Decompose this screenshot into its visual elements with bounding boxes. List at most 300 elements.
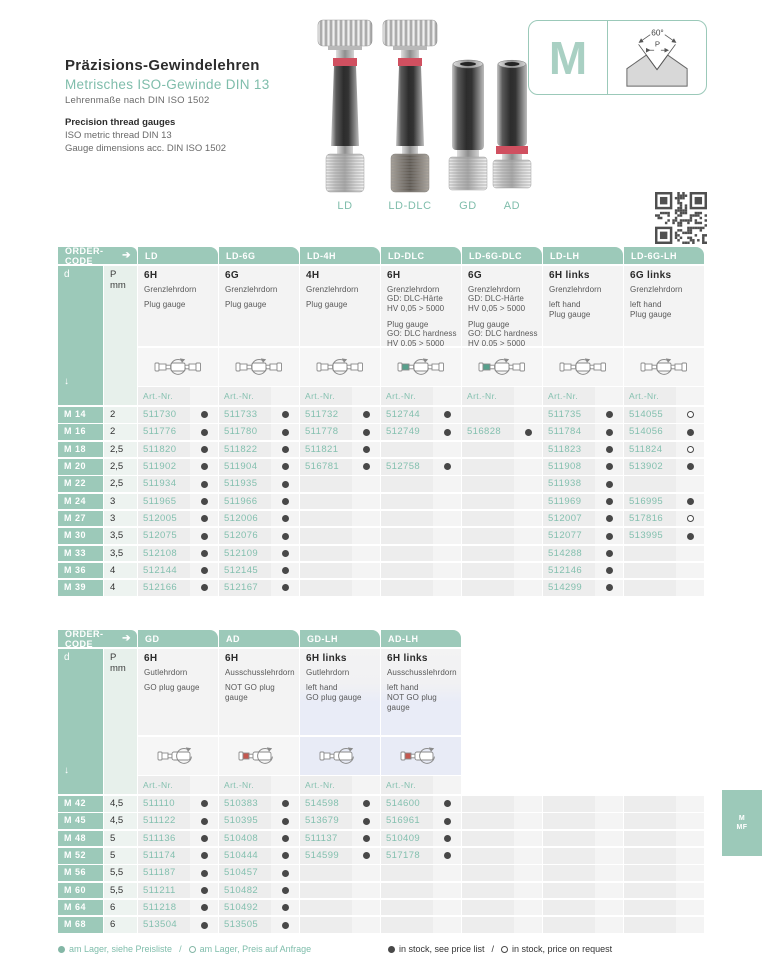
article-cell bbox=[462, 900, 542, 916]
article-cell bbox=[138, 848, 218, 864]
article-cell bbox=[138, 831, 218, 847]
gauge-drawing-icon bbox=[300, 348, 380, 386]
article-number: 511211 bbox=[138, 883, 190, 899]
article-number bbox=[300, 476, 352, 492]
article-cell bbox=[381, 865, 461, 881]
description-paragraph bbox=[306, 668, 376, 678]
article-cell bbox=[381, 883, 461, 899]
article-number bbox=[381, 442, 433, 458]
article-cell bbox=[624, 831, 704, 847]
article-cell bbox=[543, 459, 623, 475]
article-number: 513505 bbox=[219, 917, 271, 933]
article-number: 514598 bbox=[300, 796, 352, 812]
gauge-photo-ld bbox=[318, 20, 372, 192]
article-number bbox=[462, 511, 514, 527]
article-number bbox=[381, 865, 433, 881]
article-number: 512167 bbox=[219, 580, 271, 596]
in-stock-dot-icon bbox=[282, 446, 289, 453]
tolerance-class: 6H bbox=[144, 269, 158, 281]
article-cell bbox=[462, 580, 542, 596]
description-line: HV 0,05 > 5000 bbox=[387, 303, 445, 313]
dot-area bbox=[271, 387, 299, 405]
description-paragraph bbox=[630, 285, 700, 295]
in-stock-dot-icon bbox=[687, 533, 694, 540]
dot-area bbox=[676, 831, 704, 847]
description-line: left hand bbox=[630, 300, 662, 310]
art-nr-header-cell bbox=[300, 387, 380, 405]
description-line: Plug gauge bbox=[144, 300, 186, 310]
dot-area bbox=[433, 476, 461, 492]
in-stock-dot-icon bbox=[282, 429, 289, 436]
size-label: M 33 bbox=[58, 546, 103, 562]
article-number: 512166 bbox=[138, 580, 190, 596]
dot-area bbox=[352, 917, 380, 933]
article-number bbox=[543, 883, 595, 899]
article-cell bbox=[624, 424, 704, 440]
dot-area bbox=[271, 476, 299, 492]
legend-de-stock-text: am Lager, siehe Preisliste bbox=[69, 944, 173, 954]
in-stock-dot-icon bbox=[58, 946, 65, 953]
article-cell bbox=[300, 865, 380, 881]
dot-area bbox=[514, 580, 542, 596]
tolerance-class: 6H links bbox=[306, 652, 347, 664]
diameter-header-cell bbox=[58, 649, 103, 795]
price-on-request-dot-icon bbox=[189, 946, 196, 953]
tolerance-class: 6G bbox=[468, 269, 482, 281]
article-cell bbox=[462, 494, 542, 510]
article-cell bbox=[138, 546, 218, 562]
article-number: 511174 bbox=[138, 848, 190, 864]
article-cell bbox=[462, 917, 542, 933]
dot-area bbox=[352, 459, 380, 475]
dot-area bbox=[190, 407, 218, 423]
article-number bbox=[462, 442, 514, 458]
description-paragraph bbox=[306, 285, 376, 295]
article-number: 511776 bbox=[138, 424, 190, 440]
dot-area bbox=[190, 776, 218, 794]
in-stock-dot-icon bbox=[606, 567, 613, 574]
dot-area bbox=[433, 848, 461, 864]
dot-area bbox=[190, 848, 218, 864]
dot-area bbox=[514, 511, 542, 527]
tolerance-class: 6H bbox=[144, 652, 158, 664]
dot-area bbox=[271, 407, 299, 423]
dot-area bbox=[271, 494, 299, 510]
art-nr-label: Art.-Nr. bbox=[300, 387, 352, 405]
article-cell bbox=[219, 459, 299, 475]
article-cell bbox=[300, 796, 380, 812]
article-number: 516961 bbox=[381, 813, 433, 829]
article-cell bbox=[300, 546, 380, 562]
article-number: 511137 bbox=[300, 831, 352, 847]
art-nr-header-cell bbox=[219, 387, 299, 405]
article-cell bbox=[219, 563, 299, 579]
column-description bbox=[381, 266, 461, 346]
article-number: 512749 bbox=[381, 424, 433, 440]
article-number: 511934 bbox=[138, 476, 190, 492]
dot-area bbox=[352, 424, 380, 440]
arrow-right-icon: ➔ bbox=[122, 633, 131, 644]
article-number bbox=[624, 563, 676, 579]
art-nr-label: Art.-Nr. bbox=[624, 387, 676, 405]
dot-area bbox=[676, 387, 704, 405]
dot-area bbox=[190, 442, 218, 458]
dot-area bbox=[352, 442, 380, 458]
article-number: 511784 bbox=[543, 424, 595, 440]
description-paragraph bbox=[144, 300, 214, 310]
in-stock-dot-icon bbox=[201, 922, 208, 929]
dot-area bbox=[190, 528, 218, 544]
article-number: 512758 bbox=[381, 459, 433, 475]
article-number bbox=[381, 476, 433, 492]
dot-area bbox=[676, 476, 704, 492]
article-number: 512108 bbox=[138, 546, 190, 562]
dot-area bbox=[514, 848, 542, 864]
description-paragraph bbox=[387, 320, 457, 346]
dot-area bbox=[352, 387, 380, 405]
column-band-ld-6g-dlc: LD-6G-DLC bbox=[462, 247, 542, 264]
description-paragraph bbox=[225, 285, 295, 295]
article-cell bbox=[381, 563, 461, 579]
in-stock-dot-icon bbox=[687, 498, 694, 505]
article-cell bbox=[300, 563, 380, 579]
pitch-header-cell: P mm bbox=[104, 266, 137, 406]
article-cell bbox=[381, 580, 461, 596]
in-stock-dot-icon bbox=[687, 463, 694, 470]
description-line: left hand bbox=[549, 300, 581, 310]
article-number bbox=[462, 476, 514, 492]
article-cell bbox=[462, 407, 542, 423]
article-number bbox=[381, 511, 433, 527]
article-number bbox=[624, 476, 676, 492]
article-cell bbox=[624, 917, 704, 933]
size-label: M 14 bbox=[58, 407, 103, 423]
pitch-value: 2 bbox=[104, 407, 137, 423]
description-line: GO: DLC hardness bbox=[468, 329, 538, 339]
description-line: NOT GO plug gauge bbox=[225, 683, 275, 702]
article-number bbox=[624, 546, 676, 562]
dot-area bbox=[352, 528, 380, 544]
dot-area bbox=[676, 528, 704, 544]
article-cell bbox=[219, 883, 299, 899]
article-number: 512144 bbox=[138, 563, 190, 579]
dot-area bbox=[352, 494, 380, 510]
article-number bbox=[462, 900, 514, 916]
in-stock-dot-icon bbox=[363, 852, 370, 859]
article-number: 510444 bbox=[219, 848, 271, 864]
article-cell bbox=[219, 865, 299, 881]
in-stock-dot-icon bbox=[606, 446, 613, 453]
in-stock-dot-icon bbox=[282, 922, 289, 929]
gauge-photo-gd bbox=[449, 60, 487, 190]
pitch-value: 3 bbox=[104, 494, 137, 510]
article-cell bbox=[300, 511, 380, 527]
article-number bbox=[462, 563, 514, 579]
column-description bbox=[219, 649, 299, 735]
dot-area bbox=[514, 563, 542, 579]
in-stock-dot-icon bbox=[201, 584, 208, 591]
article-cell bbox=[300, 813, 380, 829]
art-nr-label: Art.-Nr. bbox=[462, 387, 514, 405]
gauge-drawing-icon bbox=[381, 348, 461, 386]
gauge-drawing-icon bbox=[300, 737, 380, 775]
product-photos bbox=[290, 10, 545, 205]
article-cell bbox=[219, 900, 299, 916]
dot-area bbox=[271, 511, 299, 527]
dot-area bbox=[190, 900, 218, 916]
article-cell bbox=[381, 917, 461, 933]
article-cell bbox=[381, 407, 461, 423]
article-number bbox=[300, 546, 352, 562]
in-stock-dot-icon bbox=[201, 463, 208, 470]
article-cell bbox=[381, 442, 461, 458]
product-label-ld: LD bbox=[337, 200, 353, 212]
description-line: Ausschusslehrdorn bbox=[387, 667, 457, 677]
article-cell bbox=[381, 546, 461, 562]
in-stock-dot-icon bbox=[363, 411, 370, 418]
arrow-right-icon: ➔ bbox=[122, 250, 131, 261]
article-cell bbox=[381, 831, 461, 847]
article-number: 511187 bbox=[138, 865, 190, 881]
in-stock-dot-icon bbox=[201, 533, 208, 540]
dot-area bbox=[676, 511, 704, 527]
article-number bbox=[300, 900, 352, 916]
article-cell bbox=[381, 528, 461, 544]
article-number bbox=[543, 796, 595, 812]
pitch-value: 5 bbox=[104, 848, 137, 864]
art-nr-label: Art.-Nr. bbox=[543, 387, 595, 405]
article-cell bbox=[624, 511, 704, 527]
in-stock-dot-icon bbox=[201, 567, 208, 574]
stock-legend-de bbox=[58, 944, 388, 954]
in-stock-dot-icon bbox=[444, 800, 451, 807]
article-number bbox=[624, 883, 676, 899]
dot-area bbox=[676, 459, 704, 475]
description-paragraph bbox=[144, 285, 214, 295]
column-description bbox=[462, 266, 542, 346]
in-stock-dot-icon bbox=[282, 835, 289, 842]
art-nr-label: Art.-Nr. bbox=[138, 776, 190, 794]
order-table-gd-ad bbox=[58, 630, 704, 933]
description-line: Grenzlehrdorn bbox=[630, 284, 683, 294]
article-number: 513679 bbox=[300, 813, 352, 829]
dot-area bbox=[514, 917, 542, 933]
dot-area bbox=[271, 424, 299, 440]
in-stock-dot-icon bbox=[201, 870, 208, 877]
description-line: Grenzlehrdorn bbox=[306, 284, 359, 294]
in-stock-dot-icon bbox=[201, 429, 208, 436]
pitch-value: 3,5 bbox=[104, 546, 137, 562]
dot-area bbox=[271, 900, 299, 916]
article-cell bbox=[543, 476, 623, 492]
dot-area bbox=[514, 883, 542, 899]
in-stock-dot-icon bbox=[363, 429, 370, 436]
art-nr-header-cell bbox=[138, 387, 218, 405]
article-cell bbox=[219, 442, 299, 458]
article-cell bbox=[624, 900, 704, 916]
article-cell bbox=[219, 424, 299, 440]
article-number: 511778 bbox=[300, 424, 352, 440]
article-number bbox=[381, 563, 433, 579]
angle-label: 60° bbox=[650, 28, 664, 38]
in-stock-dot-icon bbox=[201, 481, 208, 488]
article-cell bbox=[138, 580, 218, 596]
pitch-value: 2,5 bbox=[104, 442, 137, 458]
article-cell bbox=[543, 848, 623, 864]
article-cell bbox=[462, 424, 542, 440]
dot-area bbox=[514, 424, 542, 440]
article-number: 511902 bbox=[138, 459, 190, 475]
in-stock-dot-icon bbox=[282, 567, 289, 574]
legend-de-request-text: am Lager, Preis auf Anfrage bbox=[199, 944, 312, 954]
column-description bbox=[300, 266, 380, 346]
article-cell bbox=[138, 459, 218, 475]
dot-area bbox=[190, 563, 218, 579]
dot-area bbox=[514, 442, 542, 458]
in-stock-dot-icon bbox=[282, 800, 289, 807]
pitch-value: 6 bbox=[104, 917, 137, 933]
diameter-header-cell bbox=[58, 266, 103, 406]
description-line: Plug gauge bbox=[630, 309, 672, 319]
article-cell bbox=[138, 883, 218, 899]
article-cell bbox=[219, 848, 299, 864]
description-line: Plug gauge bbox=[549, 309, 591, 319]
in-stock-dot-icon bbox=[282, 870, 289, 877]
article-number: 511122 bbox=[138, 813, 190, 829]
article-cell bbox=[381, 796, 461, 812]
article-number: 511823 bbox=[543, 442, 595, 458]
column-band-ld-6g-lh: LD-6G-LH bbox=[624, 247, 704, 264]
article-number bbox=[300, 883, 352, 899]
gauge-drawing-icon bbox=[381, 737, 461, 775]
gauge-photo-ad bbox=[493, 60, 531, 188]
article-cell bbox=[138, 813, 218, 829]
dot-area bbox=[271, 776, 299, 794]
product-label-gd: GD bbox=[459, 200, 477, 212]
in-stock-dot-icon bbox=[363, 800, 370, 807]
pitch-value: 4 bbox=[104, 563, 137, 579]
pitch-value: 4 bbox=[104, 580, 137, 596]
dot-area bbox=[352, 546, 380, 562]
dot-area bbox=[433, 831, 461, 847]
description-line: left hand bbox=[387, 683, 419, 693]
article-number: 512145 bbox=[219, 563, 271, 579]
in-stock-dot-icon bbox=[201, 515, 208, 522]
article-cell bbox=[138, 476, 218, 492]
dot-area bbox=[271, 883, 299, 899]
article-number: 511730 bbox=[138, 407, 190, 423]
pitch-value: 4,5 bbox=[104, 796, 137, 812]
article-cell bbox=[462, 442, 542, 458]
article-cell bbox=[543, 883, 623, 899]
stock-legend-en bbox=[388, 944, 612, 954]
article-number: 511780 bbox=[219, 424, 271, 440]
article-cell bbox=[624, 848, 704, 864]
article-cell bbox=[624, 528, 704, 544]
dot-area bbox=[352, 796, 380, 812]
article-cell bbox=[219, 831, 299, 847]
tolerance-class: 6H links bbox=[387, 652, 428, 664]
art-nr-label: Art.-Nr. bbox=[138, 387, 190, 405]
description-line: Gutlehrdorn bbox=[144, 667, 188, 677]
description-line: GD: DLC-Härte bbox=[387, 294, 443, 304]
article-cell bbox=[219, 528, 299, 544]
legend-en-request-text: in stock, price on request bbox=[512, 944, 613, 954]
dot-area bbox=[514, 813, 542, 829]
tolerance-class: 6H links bbox=[549, 269, 590, 281]
dot-area bbox=[676, 494, 704, 510]
article-number bbox=[381, 900, 433, 916]
dot-area bbox=[676, 407, 704, 423]
article-cell bbox=[462, 865, 542, 881]
article-cell bbox=[300, 528, 380, 544]
in-stock-dot-icon bbox=[282, 515, 289, 522]
dot-area bbox=[352, 813, 380, 829]
pitch-value: 5,5 bbox=[104, 883, 137, 899]
dot-area bbox=[190, 831, 218, 847]
dot-area bbox=[433, 580, 461, 596]
gauge-drawing-icon bbox=[138, 737, 218, 775]
in-stock-dot-icon bbox=[282, 481, 289, 488]
article-number: 512005 bbox=[138, 511, 190, 527]
dot-area bbox=[514, 494, 542, 510]
dot-area bbox=[433, 883, 461, 899]
dot-area bbox=[595, 831, 623, 847]
article-cell bbox=[138, 796, 218, 812]
column-band-ad-lh: AD-LH bbox=[381, 630, 461, 647]
dot-area bbox=[352, 476, 380, 492]
dot-area bbox=[595, 476, 623, 492]
dot-area bbox=[676, 813, 704, 829]
dot-area bbox=[595, 563, 623, 579]
dot-area bbox=[676, 917, 704, 933]
dot-area bbox=[514, 900, 542, 916]
dot-area bbox=[271, 459, 299, 475]
article-cell bbox=[543, 580, 623, 596]
in-stock-dot-icon bbox=[282, 887, 289, 894]
article-cell bbox=[138, 424, 218, 440]
art-nr-header-cell bbox=[381, 776, 461, 794]
page-subtitle: Metrisches ISO-Gewinde DIN 13 bbox=[65, 77, 270, 92]
in-stock-dot-icon bbox=[201, 411, 208, 418]
description-line: left hand bbox=[306, 683, 338, 693]
dot-area bbox=[433, 511, 461, 527]
art-nr-header-cell bbox=[219, 776, 299, 794]
in-stock-dot-icon bbox=[282, 852, 289, 859]
price-on-request-dot-icon bbox=[501, 946, 508, 953]
article-number: 511904 bbox=[219, 459, 271, 475]
in-stock-dot-icon bbox=[525, 429, 532, 436]
article-cell bbox=[138, 407, 218, 423]
article-number: 511966 bbox=[219, 494, 271, 510]
in-stock-dot-icon bbox=[606, 515, 613, 522]
in-stock-dot-icon bbox=[282, 411, 289, 418]
article-cell bbox=[624, 563, 704, 579]
dot-area bbox=[190, 813, 218, 829]
article-cell bbox=[138, 494, 218, 510]
column-band-gd-lh: GD-LH bbox=[300, 630, 380, 647]
article-cell bbox=[543, 407, 623, 423]
dot-area bbox=[433, 528, 461, 544]
dot-area bbox=[595, 580, 623, 596]
dot-area bbox=[595, 883, 623, 899]
dot-area bbox=[433, 424, 461, 440]
article-number bbox=[300, 511, 352, 527]
dot-area bbox=[190, 511, 218, 527]
column-description bbox=[624, 266, 704, 346]
dot-area bbox=[433, 563, 461, 579]
article-cell bbox=[462, 813, 542, 829]
